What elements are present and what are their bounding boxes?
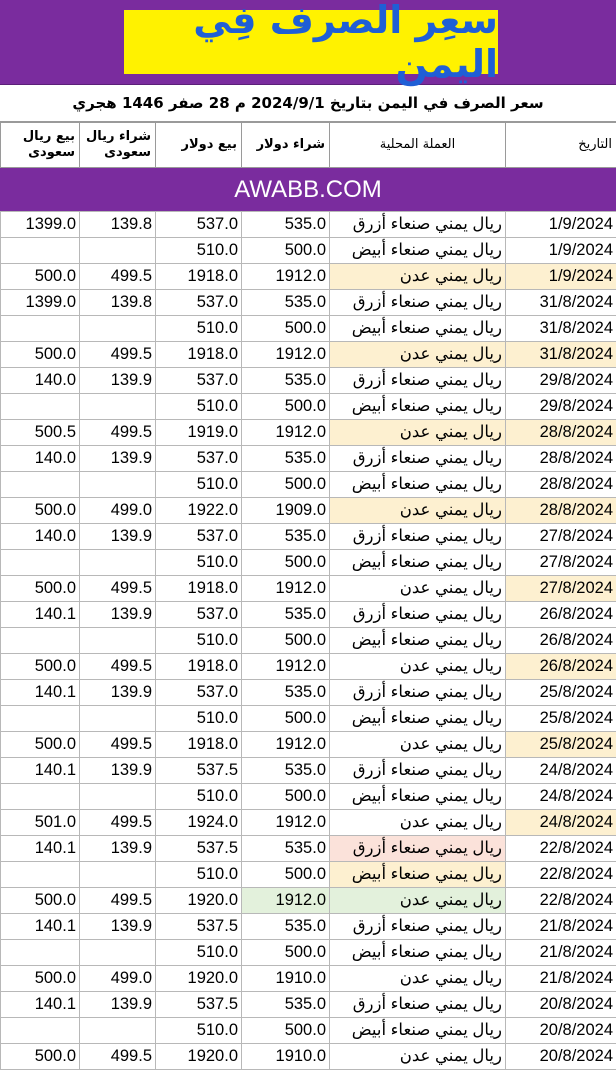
table-row	[1, 212, 616, 238]
buy-usd-cell: 500.0	[242, 862, 330, 888]
table-row	[1, 472, 616, 498]
sell-usd-cell: 510.0	[156, 940, 242, 966]
sell-sar-cell: 500.0	[1, 264, 80, 290]
buy-sar-cell	[80, 550, 156, 576]
sell-sar-cell: 140.1	[1, 680, 80, 706]
table-row	[1, 394, 616, 420]
buy-sar-cell	[80, 862, 156, 888]
currency-cell: ريال يمني صنعاء أزرق	[330, 290, 506, 316]
sell-usd-cell: 510.0	[156, 628, 242, 654]
sell-usd-cell: 1918.0	[156, 342, 242, 368]
date-cell: 27/8/2024	[506, 576, 616, 602]
currency-cell: ريال يمني صنعاء أبيض	[330, 316, 506, 342]
buy-sar-cell: 139.9	[80, 992, 156, 1018]
date-cell: 1/9/2024	[506, 212, 616, 238]
date-cell: 24/8/2024	[506, 810, 616, 836]
table-row	[1, 862, 616, 888]
header-sell-usd: بيع دولار	[156, 123, 242, 168]
buy-usd-cell: 1912.0	[242, 576, 330, 602]
currency-cell: ريال يمني صنعاء أبيض	[330, 238, 506, 264]
rates-table-body	[1, 212, 616, 1070]
sell-sar-cell: 500.0	[1, 498, 80, 524]
currency-cell: ريال يمني عدن	[330, 342, 506, 368]
sell-sar-cell: 140.1	[1, 836, 80, 862]
table-row	[1, 550, 616, 576]
buy-usd-cell: 500.0	[242, 394, 330, 420]
currency-cell: ريال يمني صنعاء أزرق	[330, 446, 506, 472]
date-cell: 22/8/2024	[506, 888, 616, 914]
currency-cell: ريال يمني صنعاء أبيض	[330, 862, 506, 888]
buy-sar-cell: 499.5	[80, 1044, 156, 1070]
sell-usd-cell: 537.0	[156, 368, 242, 394]
buy-sar-cell: 139.9	[80, 680, 156, 706]
sell-usd-cell: 537.0	[156, 290, 242, 316]
sell-usd-cell: 1924.0	[156, 810, 242, 836]
buy-sar-cell: 139.9	[80, 368, 156, 394]
date-cell: 1/9/2024	[506, 264, 616, 290]
currency-cell: ريال يمني صنعاء أزرق	[330, 836, 506, 862]
buy-usd-cell: 535.0	[242, 290, 330, 316]
sell-sar-cell: 1399.0	[1, 290, 80, 316]
date-subtitle: سعر الصرف في اليمن بتاريخ 2024/9/1 م 28 صفر 1446 هجري	[0, 84, 616, 122]
sell-usd-cell: 510.0	[156, 862, 242, 888]
date-cell: 21/8/2024	[506, 940, 616, 966]
sell-sar-cell	[1, 238, 80, 264]
buy-sar-cell	[80, 394, 156, 420]
date-cell: 21/8/2024	[506, 966, 616, 992]
currency-cell: ريال يمني صنعاء أبيض	[330, 550, 506, 576]
sell-sar-cell: 500.5	[1, 420, 80, 446]
sell-sar-cell: 140.1	[1, 758, 80, 784]
buy-usd-cell: 1909.0	[242, 498, 330, 524]
date-cell: 31/8/2024	[506, 316, 616, 342]
buy-usd-cell: 535.0	[242, 992, 330, 1018]
buy-usd-cell: 500.0	[242, 628, 330, 654]
rates-table	[0, 211, 616, 1070]
sell-usd-cell: 510.0	[156, 472, 242, 498]
buy-sar-cell	[80, 1018, 156, 1044]
date-cell: 28/8/2024	[506, 420, 616, 446]
date-cell: 24/8/2024	[506, 784, 616, 810]
currency-cell: ريال يمني عدن	[330, 888, 506, 914]
sell-sar-cell: 500.0	[1, 732, 80, 758]
date-cell: 31/8/2024	[506, 342, 616, 368]
date-cell: 28/8/2024	[506, 446, 616, 472]
sell-usd-cell: 537.0	[156, 212, 242, 238]
sell-sar-cell: 140.1	[1, 914, 80, 940]
table-row	[1, 706, 616, 732]
currency-cell: ريال يمني صنعاء أزرق	[330, 758, 506, 784]
sell-usd-cell: 510.0	[156, 238, 242, 264]
table-row	[1, 264, 616, 290]
table-row	[1, 914, 616, 940]
buy-sar-cell: 499.0	[80, 966, 156, 992]
buy-usd-cell: 535.0	[242, 212, 330, 238]
buy-usd-cell: 500.0	[242, 316, 330, 342]
currency-cell: ريال يمني عدن	[330, 498, 506, 524]
table-row	[1, 368, 616, 394]
buy-sar-cell: 499.5	[80, 732, 156, 758]
buy-sar-cell: 139.9	[80, 602, 156, 628]
currency-cell: ريال يمني صنعاء أبيض	[330, 784, 506, 810]
sell-usd-cell: 537.5	[156, 992, 242, 1018]
sell-sar-cell: 1399.0	[1, 212, 80, 238]
buy-usd-cell: 1912.0	[242, 888, 330, 914]
buy-sar-cell: 139.9	[80, 524, 156, 550]
buy-sar-cell: 499.5	[80, 654, 156, 680]
sell-sar-cell	[1, 1018, 80, 1044]
sell-sar-cell: 140.0	[1, 446, 80, 472]
sell-sar-cell	[1, 550, 80, 576]
buy-sar-cell: 139.8	[80, 212, 156, 238]
date-cell: 25/8/2024	[506, 732, 616, 758]
sell-sar-cell: 501.0	[1, 810, 80, 836]
sell-usd-cell: 1918.0	[156, 732, 242, 758]
currency-cell: ريال يمني عدن	[330, 810, 506, 836]
currency-cell: ريال يمني صنعاء أبيض	[330, 472, 506, 498]
header-sell-sar: بيع ريال سعودى	[1, 123, 80, 168]
currency-cell: ريال يمني عدن	[330, 576, 506, 602]
buy-usd-cell: 500.0	[242, 784, 330, 810]
buy-sar-cell	[80, 628, 156, 654]
buy-usd-cell: 500.0	[242, 238, 330, 264]
date-cell: 25/8/2024	[506, 706, 616, 732]
table-row	[1, 1044, 616, 1070]
currency-cell: ريال يمني عدن	[330, 654, 506, 680]
buy-usd-cell: 500.0	[242, 472, 330, 498]
table-row	[1, 784, 616, 810]
date-cell: 26/8/2024	[506, 602, 616, 628]
currency-cell: ريال يمني صنعاء أزرق	[330, 524, 506, 550]
sell-sar-cell	[1, 706, 80, 732]
sell-usd-cell: 1920.0	[156, 1044, 242, 1070]
date-cell: 27/8/2024	[506, 524, 616, 550]
sell-sar-cell	[1, 940, 80, 966]
table-row	[1, 498, 616, 524]
header-buy-sar: شراء ريال سعودى	[80, 123, 156, 168]
buy-sar-cell: 139.9	[80, 836, 156, 862]
buy-usd-cell: 535.0	[242, 602, 330, 628]
currency-cell: ريال يمني عدن	[330, 732, 506, 758]
date-cell: 20/8/2024	[506, 1018, 616, 1044]
table-row	[1, 316, 616, 342]
table-row	[1, 628, 616, 654]
title-banner	[0, 0, 616, 85]
buy-usd-cell: 1912.0	[242, 264, 330, 290]
sell-sar-cell: 140.1	[1, 602, 80, 628]
currency-cell: ريال يمني صنعاء أبيض	[330, 394, 506, 420]
currency-cell: ريال يمني صنعاء أبيض	[330, 940, 506, 966]
buy-usd-cell: 535.0	[242, 758, 330, 784]
date-cell: 20/8/2024	[506, 992, 616, 1018]
date-cell: 20/8/2024	[506, 1044, 616, 1070]
sell-usd-cell: 510.0	[156, 394, 242, 420]
page-title: سعِر الصرف فِي اليمن	[124, 10, 498, 74]
date-cell: 27/8/2024	[506, 550, 616, 576]
buy-usd-cell: 500.0	[242, 706, 330, 732]
currency-cell: ريال يمني صنعاء أزرق	[330, 992, 506, 1018]
buy-sar-cell: 139.9	[80, 758, 156, 784]
sell-sar-cell	[1, 784, 80, 810]
currency-cell: ريال يمني صنعاء أزرق	[330, 914, 506, 940]
buy-sar-cell: 499.0	[80, 498, 156, 524]
sell-sar-cell	[1, 628, 80, 654]
buy-usd-cell: 535.0	[242, 680, 330, 706]
table-row	[1, 420, 616, 446]
currency-cell: ريال يمني صنعاء أزرق	[330, 212, 506, 238]
site-watermark-bar	[0, 168, 616, 211]
sell-usd-cell: 510.0	[156, 706, 242, 732]
date-cell: 28/8/2024	[506, 472, 616, 498]
sell-sar-cell: 140.0	[1, 368, 80, 394]
sell-usd-cell: 537.5	[156, 836, 242, 862]
currency-cell: ريال يمني صنعاء أزرق	[330, 680, 506, 706]
sell-usd-cell: 510.0	[156, 316, 242, 342]
table-row	[1, 758, 616, 784]
table-row	[1, 342, 616, 368]
table-row	[1, 654, 616, 680]
date-cell: 24/8/2024	[506, 758, 616, 784]
site-label: AWABB.COM	[234, 175, 382, 203]
table-row	[1, 446, 616, 472]
buy-usd-cell: 535.0	[242, 836, 330, 862]
date-cell: 29/8/2024	[506, 394, 616, 420]
sell-sar-cell: 500.0	[1, 888, 80, 914]
sell-usd-cell: 537.0	[156, 680, 242, 706]
sell-usd-cell: 510.0	[156, 550, 242, 576]
currency-cell: ريال يمني صنعاء أزرق	[330, 368, 506, 394]
table-row	[1, 940, 616, 966]
table-row	[1, 888, 616, 914]
date-cell: 1/9/2024	[506, 238, 616, 264]
table-row	[1, 524, 616, 550]
buy-usd-cell: 535.0	[242, 368, 330, 394]
sell-usd-cell: 1918.0	[156, 576, 242, 602]
sell-sar-cell	[1, 472, 80, 498]
header-buy-usd: شراء دولار	[242, 123, 330, 168]
sell-usd-cell: 537.0	[156, 446, 242, 472]
buy-sar-cell: 139.9	[80, 914, 156, 940]
header-currency: العملة المحلية	[330, 123, 506, 168]
sell-sar-cell	[1, 316, 80, 342]
date-cell: 31/8/2024	[506, 290, 616, 316]
table-row	[1, 602, 616, 628]
currency-cell: ريال يمني عدن	[330, 1044, 506, 1070]
date-cell: 21/8/2024	[506, 914, 616, 940]
sell-usd-cell: 537.5	[156, 758, 242, 784]
sell-usd-cell: 537.0	[156, 524, 242, 550]
buy-sar-cell: 139.9	[80, 446, 156, 472]
sell-sar-cell: 140.1	[1, 992, 80, 1018]
buy-usd-cell: 500.0	[242, 940, 330, 966]
date-cell: 26/8/2024	[506, 654, 616, 680]
buy-sar-cell	[80, 940, 156, 966]
buy-usd-cell: 1912.0	[242, 810, 330, 836]
buy-sar-cell	[80, 706, 156, 732]
buy-sar-cell: 499.5	[80, 264, 156, 290]
sell-usd-cell: 510.0	[156, 784, 242, 810]
date-cell: 28/8/2024	[506, 498, 616, 524]
currency-cell: ريال يمني عدن	[330, 264, 506, 290]
table-row	[1, 238, 616, 264]
date-cell: 26/8/2024	[506, 628, 616, 654]
sell-sar-cell: 500.0	[1, 654, 80, 680]
currency-cell: ريال يمني صنعاء أزرق	[330, 602, 506, 628]
buy-usd-cell: 1910.0	[242, 1044, 330, 1070]
buy-usd-cell: 535.0	[242, 446, 330, 472]
table-row	[1, 836, 616, 862]
date-cell: 29/8/2024	[506, 368, 616, 394]
sell-usd-cell: 1918.0	[156, 264, 242, 290]
sell-usd-cell: 1920.0	[156, 966, 242, 992]
buy-sar-cell: 499.5	[80, 420, 156, 446]
table-row	[1, 992, 616, 1018]
buy-usd-cell: 535.0	[242, 914, 330, 940]
header-date: التاريخ	[506, 123, 616, 168]
buy-sar-cell: 139.8	[80, 290, 156, 316]
buy-usd-cell: 1912.0	[242, 342, 330, 368]
currency-cell: ريال يمني عدن	[330, 966, 506, 992]
buy-sar-cell: 499.5	[80, 576, 156, 602]
buy-usd-cell: 1912.0	[242, 732, 330, 758]
currency-cell: ريال يمني صنعاء أبيض	[330, 1018, 506, 1044]
buy-usd-cell: 535.0	[242, 524, 330, 550]
buy-usd-cell: 500.0	[242, 550, 330, 576]
sell-usd-cell: 1922.0	[156, 498, 242, 524]
sell-sar-cell: 500.0	[1, 342, 80, 368]
sell-usd-cell: 510.0	[156, 1018, 242, 1044]
sell-usd-cell: 537.5	[156, 914, 242, 940]
currency-cell: ريال يمني صنعاء أبيض	[330, 706, 506, 732]
sell-sar-cell	[1, 862, 80, 888]
currency-cell: ريال يمني عدن	[330, 420, 506, 446]
sell-sar-cell	[1, 394, 80, 420]
sell-usd-cell: 537.0	[156, 602, 242, 628]
buy-usd-cell: 1912.0	[242, 420, 330, 446]
buy-sar-cell: 499.5	[80, 888, 156, 914]
currency-cell: ريال يمني صنعاء أبيض	[330, 628, 506, 654]
date-cell: 22/8/2024	[506, 862, 616, 888]
buy-sar-cell: 499.5	[80, 810, 156, 836]
buy-usd-cell: 1910.0	[242, 966, 330, 992]
buy-sar-cell	[80, 472, 156, 498]
sell-sar-cell: 140.0	[1, 524, 80, 550]
date-cell: 22/8/2024	[506, 836, 616, 862]
sell-usd-cell: 1918.0	[156, 654, 242, 680]
sell-sar-cell: 500.0	[1, 1044, 80, 1070]
buy-sar-cell	[80, 238, 156, 264]
sell-usd-cell: 1920.0	[156, 888, 242, 914]
table-row	[1, 732, 616, 758]
sell-sar-cell: 500.0	[1, 576, 80, 602]
table-row	[1, 966, 616, 992]
buy-sar-cell	[80, 784, 156, 810]
buy-sar-cell: 499.5	[80, 342, 156, 368]
buy-sar-cell	[80, 316, 156, 342]
table-row	[1, 290, 616, 316]
buy-usd-cell: 1912.0	[242, 654, 330, 680]
column-header-row	[0, 122, 616, 168]
sell-usd-cell: 1919.0	[156, 420, 242, 446]
date-cell: 25/8/2024	[506, 680, 616, 706]
table-row	[1, 680, 616, 706]
table-row	[1, 810, 616, 836]
buy-usd-cell: 500.0	[242, 1018, 330, 1044]
table-row	[1, 576, 616, 602]
table-row	[1, 1018, 616, 1044]
sell-sar-cell: 500.0	[1, 966, 80, 992]
